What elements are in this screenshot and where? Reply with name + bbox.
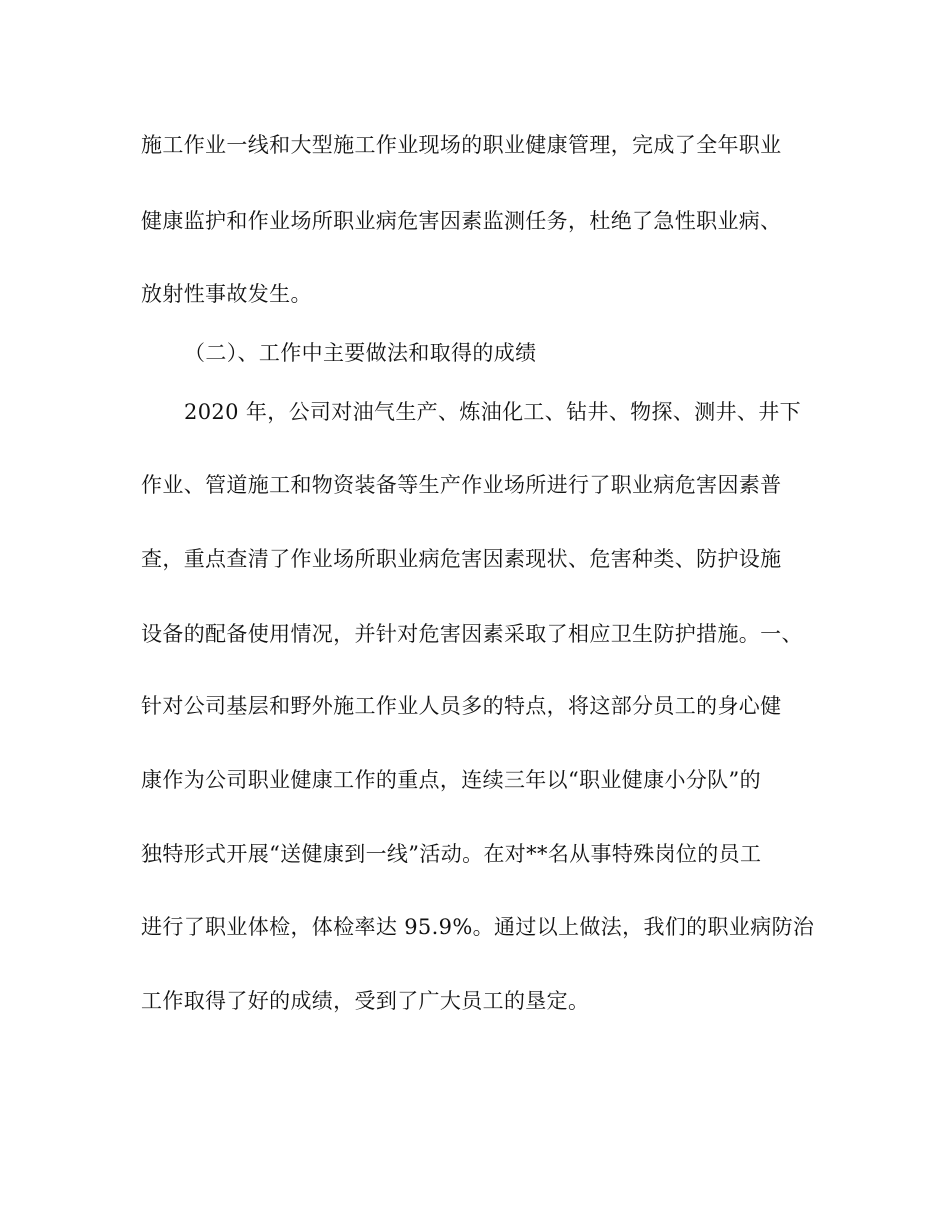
paragraph-line-1: 施工作业一线和大型施工作业现场的职业健康管理，完成了全年职业 [141, 133, 782, 157]
paragraph-line-3: 放射性事故发生。 [141, 282, 312, 306]
paragraph-line-6: 作业、管道施工和物资装备等生产作业场所进行了职业病危害因素普 [141, 473, 782, 497]
paragraph-line-12: 进行了职业体检，体检率达 95.9%。通过以上做法，我们的职业病防治 [141, 915, 815, 939]
paragraph-line-13: 工作取得了好的成绩，受到了广大员工的垦定。 [141, 989, 590, 1013]
paragraph-line-10: 康作为公司职业健康工作的重点，连续三年以“职业健康小分队”的 [141, 768, 761, 792]
paragraph-line-9: 针对公司基层和野外施工作业人员多的特点，将这部分员工的身心健 [141, 694, 782, 718]
paragraph-line-7: 查，重点查清了作业场所职业病危害因素现状、危害种类、防护设施 [141, 547, 782, 571]
paragraph-line-5: 2020 年，公司对油气生产、炼油化工、钻井、物探、测井、井下 [184, 400, 801, 424]
paragraph-line-11: 独特形式开展“送健康到一线”活动。在对**名从事特殊岗位的员工 [141, 842, 762, 866]
paragraph-line-2: 健康监护和作业场所职业病危害因素监测任务，杜绝了急性职业病、 [141, 209, 782, 233]
section-heading: （二）、工作中主要做法和取得的成绩 [184, 341, 537, 365]
paragraph-line-8: 设备的配备使用情况，并针对危害因素采取了相应卫生防护措施。一、 [141, 622, 803, 646]
